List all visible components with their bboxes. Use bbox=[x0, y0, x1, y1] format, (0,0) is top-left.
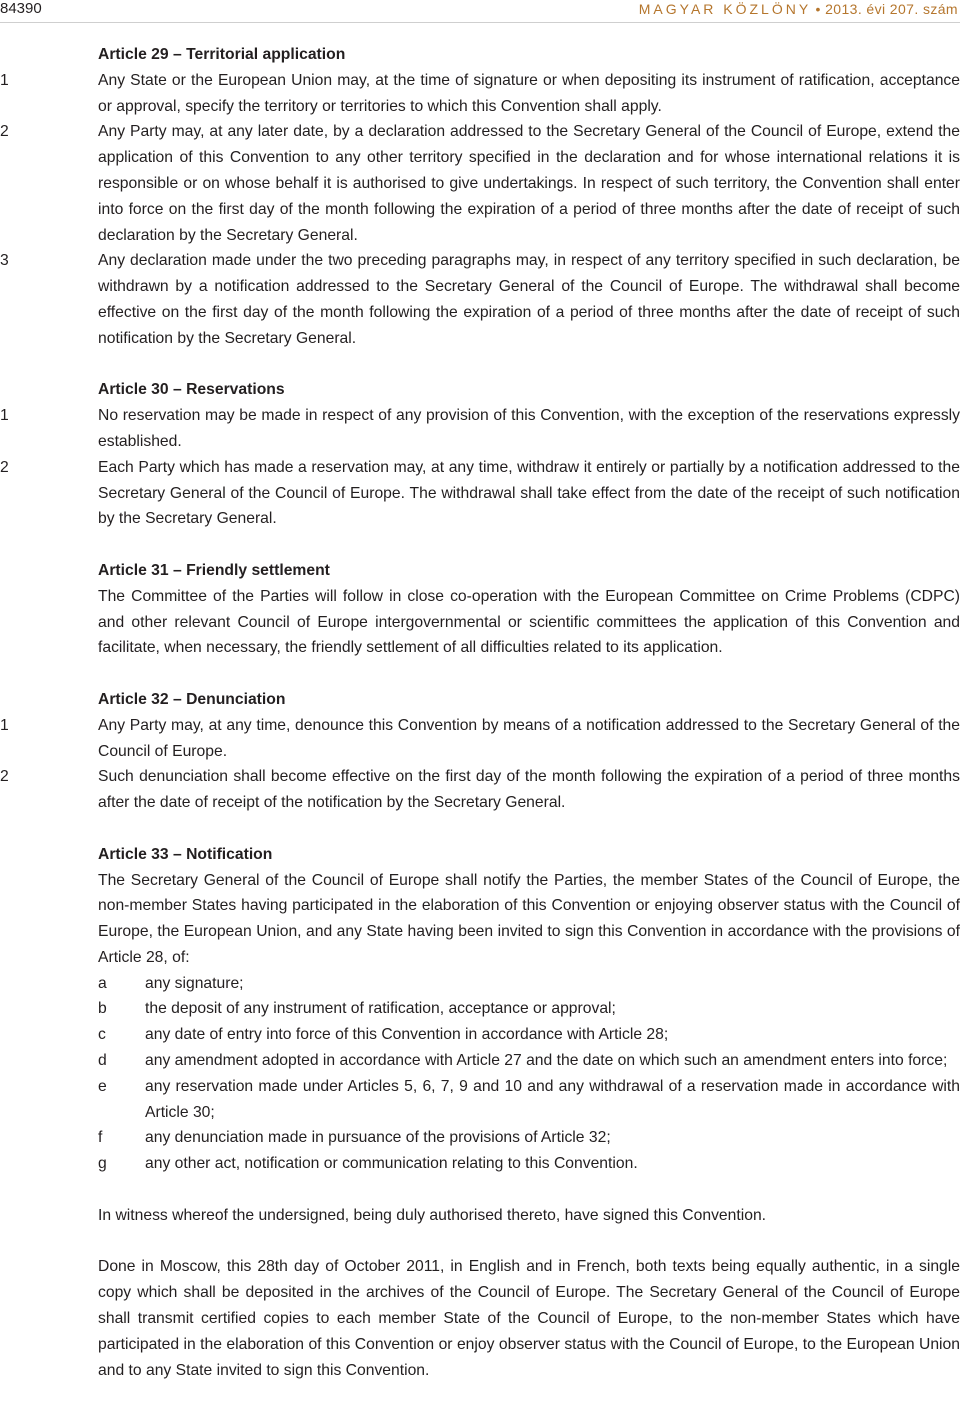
list-item bbox=[0, 996, 960, 1022]
article-29 bbox=[0, 42, 960, 352]
header-divider bbox=[0, 22, 960, 23]
list-item bbox=[0, 1151, 960, 1177]
article-title: Article 31 – Friendly settlement bbox=[98, 561, 330, 579]
article-31 bbox=[0, 558, 960, 661]
paragraph-number: 1 bbox=[0, 71, 9, 89]
paragraph-number: 1 bbox=[0, 407, 9, 425]
paragraph-text: Each Party which has made a reservation may, at any time, withdraw it entirely or partially by a notification addressed to the Secretary General of the Council of Europe. The withdrawal shall take effect from the date of the receipt of such notification by the Secretary General. bbox=[98, 458, 960, 528]
paragraph bbox=[0, 764, 960, 816]
paragraph-text: Any declaration made under the two preceding paragraphs may, in respect of any territory specified in such declaration, be withdrawn by a notification addressed to the Secretary General of the Council of Europe. The withdrawal shall become effective on the first day of the month following the expiration of a period of three months after the date of receipt of such notification by the Secretary General. bbox=[98, 252, 960, 347]
witness-clause: In witness whereof the undersigned, being duly authorised thereto, have signed this Convention. bbox=[98, 1206, 767, 1224]
paragraph-number: 3 bbox=[0, 252, 9, 270]
article-32 bbox=[0, 687, 960, 816]
list-text: any signature; bbox=[145, 974, 244, 992]
paragraph-number: 2 bbox=[0, 768, 9, 786]
paragraph bbox=[0, 713, 960, 765]
list-letter: a bbox=[98, 974, 107, 992]
list-item bbox=[0, 1074, 960, 1126]
journal-name: MAGYAR KÖZLÖNY bbox=[638, 1, 812, 17]
page-number: 84390 bbox=[0, 0, 42, 17]
list-text: any amendment adopted in accordance with Article 27 and the date on which such an amendment enters into force; bbox=[145, 1052, 948, 1070]
paragraph-text: Any Party may, at any time, denounce this Convention by means of a notification addressed to the Secretary General of the Council of Europe. bbox=[98, 716, 960, 760]
paragraph bbox=[0, 68, 960, 120]
list-text: any denunciation made in pursuance of the provisions of Article 32; bbox=[145, 1129, 611, 1147]
list-letter: f bbox=[98, 1129, 103, 1147]
article-30 bbox=[0, 377, 960, 532]
page-header bbox=[0, 0, 960, 24]
document-body bbox=[0, 42, 960, 1409]
list-item bbox=[0, 1022, 960, 1048]
article-title: Article 33 – Notification bbox=[98, 845, 273, 863]
list-text: any date of entry into force of this Convention in accordance with Article 28; bbox=[145, 1026, 669, 1044]
paragraph-text: No reservation may be made in respect of any provision of this Convention, with the exception of the reservations expressly established. bbox=[98, 407, 960, 450]
paragraph-text: Such denunciation shall become effective on the first day of the month following the expiration of a period of three months after the date of receipt of the notification by the Secretary General. bbox=[98, 768, 960, 812]
paragraph bbox=[0, 248, 960, 351]
paragraph-text: Any State or the European Union may, at the time of signature or when depositing its instrument of ratification, acceptance or approval, specify the territory or territories to which this Convention shall apply. bbox=[98, 71, 960, 115]
paragraph bbox=[0, 455, 960, 532]
article-title: Article 32 – Denunciation bbox=[98, 690, 286, 708]
article-title: Article 30 – Reservations bbox=[98, 381, 285, 399]
paragraph-number: 2 bbox=[0, 458, 9, 476]
paragraph-number: 1 bbox=[0, 716, 9, 734]
paragraph-text: Any Party may, at any later date, by a declaration addressed to the Secretary General of the Council of Europe, extend the application of this Convention to any other territory specified in the declaration and for whose international relations it is responsible or on whose behalf it is authorised to give undertakings. In respect of such territory, the Convention shall enter into force on the first day of the month following the expiration of a period of three months after the date of receipt of such declaration by the Secretary General. bbox=[98, 123, 960, 244]
list-item bbox=[0, 1125, 960, 1151]
paragraph-number: 2 bbox=[0, 123, 9, 141]
list-letter: g bbox=[98, 1155, 107, 1173]
list-text: the deposit of any instrument of ratification, acceptance or approval; bbox=[145, 1000, 616, 1018]
paragraph-text: The Committee of the Parties will follow in close co-operation with the European Committee on Crime Problems (CDPC) and other relevant Council of Europe intergovernmental or scientific committees the application of this Convention and facilitate, when necessary, the friendly settlement of all difficulties related to its application. bbox=[98, 587, 960, 657]
article-33 bbox=[0, 842, 960, 1177]
list-letter: d bbox=[98, 1052, 107, 1070]
article-title: Article 29 – Territorial application bbox=[98, 46, 346, 63]
list-text: any reservation made under Articles 5, 6, 7, 9 and 10 and any withdrawal of a reservation made in accordance with Article 30; bbox=[145, 1077, 960, 1121]
header-separator: • bbox=[815, 1, 821, 17]
list-letter: e bbox=[98, 1077, 107, 1095]
list-letter: c bbox=[98, 1026, 106, 1044]
journal-running-head bbox=[639, 1, 958, 18]
paragraph bbox=[0, 403, 960, 455]
paragraph-text: The Secretary General of the Council of Europe shall notify the Parties, the member States of the Council of Europe, the non-member States having participated in the elaboration of this Convention or enjoying observer status with the Council of Europe, the European Union, and any State having been invited to sign this Convention in accordance with the provisions of Article 28, of: bbox=[98, 871, 960, 966]
done-clause: Done in Moscow, this 28th day of October 2011, in English and in French, both texts being equally authentic, in a single copy which shall be deposited in the archives of the Council of Europe. The Secretary General of the Council of Europe shall transmit certified copies to each member State of the Council of Europe, to the non-member States which have participated in the elaboration of this Convention or enjoy observer status with the Council of Europe, to the European Union and to any State invited to sign this Convention. bbox=[98, 1258, 960, 1379]
list-text: any other act, notification or communication relating to this Convention. bbox=[145, 1155, 638, 1173]
list-item bbox=[0, 1048, 960, 1074]
list-item bbox=[0, 971, 960, 997]
issue-label: 2013. évi 207. szám bbox=[825, 1, 958, 17]
list-letter: b bbox=[98, 1000, 107, 1018]
paragraph bbox=[0, 119, 960, 248]
